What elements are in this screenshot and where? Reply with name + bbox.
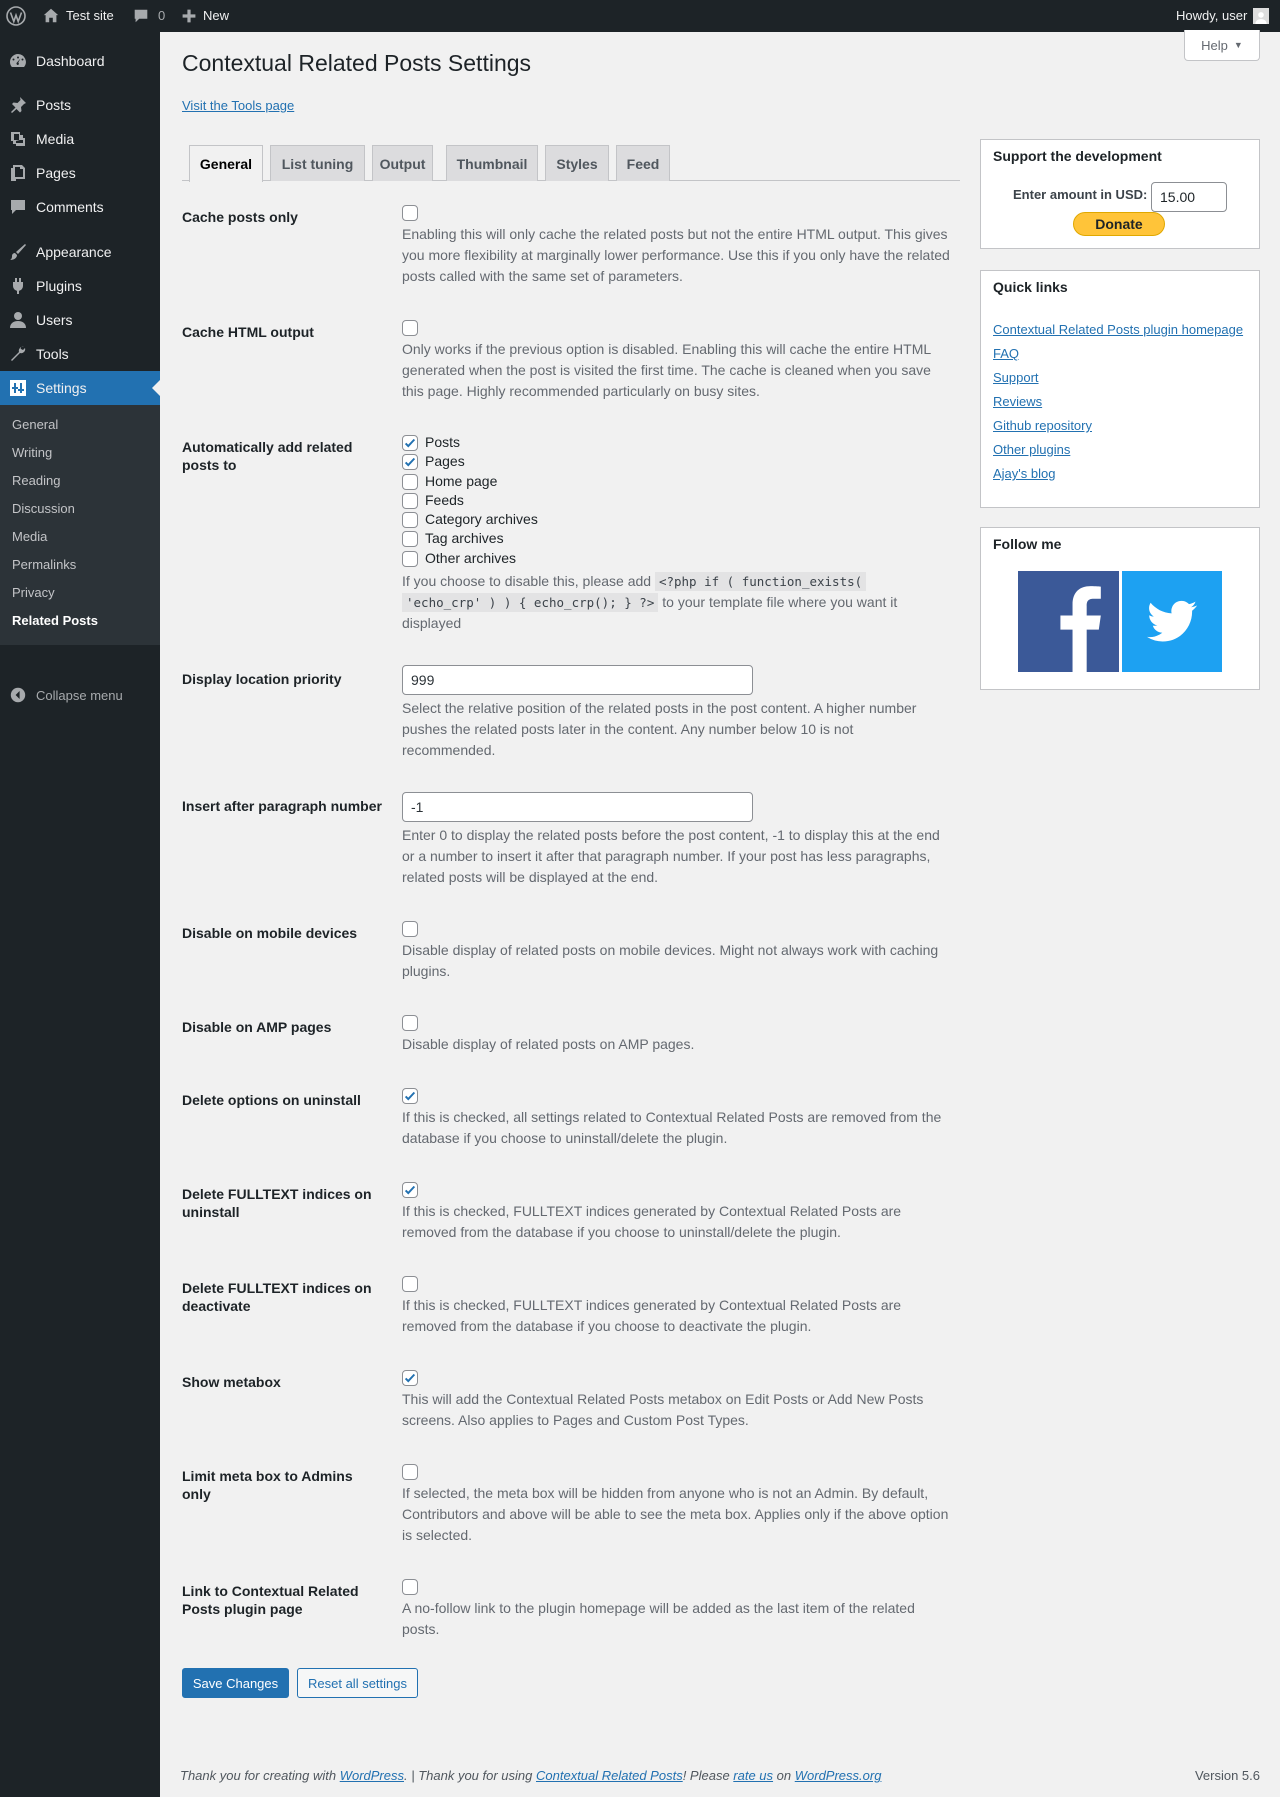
collapse-menu-button[interactable] — [0, 680, 160, 710]
quick-links-box — [980, 270, 1260, 508]
amount-input[interactable]: 15.00 — [1151, 182, 1227, 212]
help-tab-button[interactable] — [1184, 30, 1260, 61]
tab-list-tuning[interactable]: List tuning — [270, 145, 365, 181]
auto-add-posts-label: Posts — [425, 434, 461, 450]
auto-add-pages-label: Pages — [425, 453, 465, 469]
wordpress-logo-icon[interactable] — [6, 0, 26, 32]
quick-links-title: Quick links — [993, 279, 1068, 295]
checkmark-icon — [403, 436, 417, 450]
menu-item-plugins[interactable] — [0, 269, 160, 303]
submenu-item-general[interactable]: General — [12, 417, 59, 432]
code-snippet: <?php if ( function_exists( — [655, 572, 866, 591]
auto-add-category-label: Category archives — [425, 511, 538, 527]
fulltext-uninstall-description: If this is checked, FULLTEXT indices generated by Contextual Related Posts are removed from the database if you choose to uninstall/delete the plugin. — [402, 1203, 902, 1240]
show-credit-checkbox[interactable] — [402, 1579, 418, 1595]
fulltext-uninstall-label: Delete FULLTEXT indices on uninstall — [182, 1186, 372, 1220]
menu-label: Media — [36, 131, 75, 147]
fulltext-deactivate-checkbox[interactable] — [402, 1276, 418, 1292]
checkmark-icon — [403, 1089, 417, 1103]
menu-label: Settings — [36, 380, 87, 396]
follow-me-box — [980, 527, 1260, 690]
priority-label: Display location priority — [182, 671, 342, 687]
amp-label: Disable on AMP pages — [182, 1019, 332, 1035]
comment-icon — [132, 7, 150, 25]
plus-icon — [181, 8, 197, 24]
admin-bar — [0, 0, 1280, 32]
auto-add-label: Automatically add related posts to — [182, 439, 353, 473]
collapse-arrow-icon — [0, 687, 36, 703]
fulltext-deactivate-description: If this is checked, FULLTEXT indices generated by Contextual Related Posts are removed from the database if you choose to deactivate the plugin. — [402, 1297, 902, 1334]
plugin-icon — [0, 276, 36, 296]
footer-version: Version 5.6 — [1194, 1768, 1260, 1783]
auto-add-tag-label: Tag archives — [425, 530, 504, 546]
tab-styles[interactable]: Styles — [545, 145, 609, 181]
submenu-item-media[interactable]: Media — [12, 529, 48, 544]
auto-add-description — [402, 571, 950, 634]
save-changes-button[interactable]: Save Changes — [182, 1668, 289, 1698]
footer-text: on — [773, 1768, 795, 1783]
menu-item-pages[interactable] — [0, 156, 160, 190]
submenu-item-privacy[interactable]: Privacy — [12, 585, 55, 600]
users-icon — [0, 310, 36, 330]
amp-checkbox[interactable] — [402, 1015, 418, 1031]
collapse-menu-label: Collapse menu — [36, 687, 123, 703]
footer-wordpress-org-link[interactable]: WordPress.org — [794, 1768, 882, 1783]
menu-item-appearance[interactable] — [0, 235, 160, 269]
cache-html-label: Cache HTML output — [182, 324, 314, 340]
metabox-description: This will add the Contextual Related Posts metabox on Edit Posts or Add New Posts screens. Also applies to Pages and Custom Post Types. — [402, 1391, 924, 1428]
tools-page-link[interactable]: Visit the Tools page — [182, 98, 295, 113]
quick-link-github[interactable]: Github repository — [993, 418, 1092, 433]
donate-button[interactable]: Donate — [1073, 212, 1165, 236]
auto-add-other-label: Other archives — [425, 550, 517, 566]
tab-feed[interactable]: Feed — [616, 145, 670, 181]
cache-posts-checkbox[interactable] — [402, 205, 418, 221]
tab-output[interactable]: Output — [372, 145, 433, 181]
follow-me-title: Follow me — [993, 536, 1062, 552]
menu-label: Posts — [36, 97, 72, 113]
uninstall-description: If this is checked, all settings related to Contextual Related Posts are removed from the database if you choose to uninstall/delete the plugin. — [402, 1109, 942, 1146]
help-label: Help — [1201, 37, 1228, 53]
insert-after-description: Enter 0 to display the related posts before the post content, -1 to display this at the end or a number to insert it after that paragraph number. If your post has less paragraphs, related posts will be displayed at the end. — [402, 827, 940, 885]
menu-item-users[interactable] — [0, 303, 160, 337]
fulltext-deactivate-label: Delete FULLTEXT indices on deactivate — [182, 1280, 372, 1314]
uninstall-checkbox[interactable] — [402, 1088, 418, 1104]
insert-after-input[interactable]: -1 — [402, 792, 753, 822]
submenu-item-reading[interactable]: Reading — [12, 473, 61, 488]
checkmark-icon — [403, 1183, 417, 1197]
code-snippet: 'echo_crp' ) ) { echo_crp(); } ?> — [402, 593, 658, 612]
uninstall-label: Delete options on uninstall — [182, 1092, 361, 1108]
menu-item-media[interactable] — [0, 122, 160, 156]
quick-link-blog[interactable]: Ajay's blog — [993, 466, 1056, 481]
pages-icon — [0, 163, 36, 183]
submenu-item-related-posts[interactable]: Related Posts — [12, 613, 98, 628]
fulltext-uninstall-checkbox[interactable] — [402, 1182, 418, 1198]
cache-posts-label: Cache posts only — [182, 209, 298, 225]
home-icon — [42, 7, 60, 25]
auto-add-tag-checkbox[interactable] — [402, 531, 418, 547]
mobile-label: Disable on mobile devices — [182, 925, 358, 941]
auto-add-desc-text: If you choose to disable this, please add — [402, 573, 652, 589]
auto-add-home-checkbox[interactable] — [402, 474, 418, 490]
settings-tabs — [182, 145, 960, 181]
footer-crp-link[interactable]: Contextual Related Posts — [536, 1768, 683, 1783]
menu-item-comments[interactable] — [0, 190, 160, 224]
comments-icon — [0, 197, 36, 217]
menu-item-settings[interactable] — [0, 371, 160, 405]
metabox-admins-description: If selected, the meta box will be hidden from anyone who is not an Admin. By default, Contributors and above will be able to see the meta box. Applies only if the above option is selected. — [402, 1485, 949, 1543]
menu-label: Tools — [36, 346, 69, 362]
submenu-item-permalinks[interactable]: Permalinks — [12, 557, 77, 572]
tab-general[interactable]: General — [189, 145, 263, 182]
metabox-label: Show metabox — [182, 1374, 281, 1390]
auto-add-desc-text: displayed — [402, 615, 462, 631]
submenu-item-discussion[interactable]: Discussion — [12, 501, 75, 516]
support-box — [980, 139, 1260, 249]
menu-item-dashboard[interactable] — [0, 44, 160, 78]
footer-text: Thank you for creating with — [180, 1768, 340, 1783]
mobile-description: Disable display of related posts on mobile devices. Might not always work with caching plugins. — [402, 942, 939, 979]
cache-html-checkbox[interactable] — [402, 320, 418, 336]
howdy-text: Howdy, user — [1176, 8, 1248, 23]
support-title: Support the development — [993, 148, 1162, 164]
new-label: New — [203, 8, 230, 23]
media-icon — [0, 129, 36, 149]
menu-item-tools[interactable] — [0, 337, 160, 371]
menu-label: Dashboard — [36, 53, 105, 69]
admin-menu — [0, 32, 160, 1797]
show-credit-description: A no-follow link to the plugin homepage will be added as the last item of the related posts. — [402, 1600, 915, 1637]
comments-link[interactable] — [132, 0, 165, 32]
tab-thumbnail[interactable]: Thumbnail — [446, 145, 538, 181]
new-content-link[interactable] — [181, 0, 229, 32]
page-title: Contextual Related Posts Settings — [182, 50, 532, 76]
priority-input[interactable]: 999 — [402, 665, 753, 695]
metabox-checkbox[interactable] — [402, 1370, 418, 1386]
caret-down-icon: ▼ — [1233, 40, 1243, 50]
footer-rate-link[interactable]: rate us — [733, 1768, 774, 1783]
auto-add-posts-checkbox[interactable] — [402, 435, 418, 451]
wrench-icon — [0, 344, 36, 364]
quick-link-support[interactable]: Support — [993, 370, 1039, 385]
amount-label: Enter amount in USD: — [1013, 187, 1148, 202]
quick-link-other-plugins[interactable]: Other plugins — [993, 442, 1071, 457]
quick-link-faq[interactable]: FAQ — [993, 346, 1020, 361]
footer-text: . | Thank you for using — [404, 1768, 536, 1783]
menu-label: Pages — [36, 165, 76, 181]
footer-text: ! Please — [682, 1768, 734, 1783]
menu-label: Appearance — [36, 244, 112, 260]
facebook-icon[interactable] — [1018, 571, 1119, 672]
mobile-checkbox[interactable] — [402, 921, 418, 937]
menu-label: Plugins — [36, 278, 82, 294]
avatar — [1253, 8, 1269, 24]
auto-add-feeds-checkbox[interactable] — [402, 493, 418, 509]
show-credit-label: Link to Contextual Related Posts plugin page — [182, 1583, 359, 1617]
amp-description: Disable display of related posts on AMP pages. — [402, 1036, 695, 1052]
auto-add-feeds-label: Feeds — [425, 492, 464, 508]
comments-count: 0 — [158, 8, 166, 23]
priority-description: Select the relative position of the related posts in the post content. A higher number pushes the related posts later in the content. Any number below 10 is not recommended. — [402, 700, 917, 758]
twitter-icon[interactable] — [1122, 571, 1222, 672]
paintbrush-icon — [0, 242, 36, 262]
auto-add-pages-checkbox[interactable] — [402, 454, 418, 470]
quick-link-homepage[interactable]: Contextual Related Posts plugin homepage — [993, 322, 1244, 337]
auto-add-other-checkbox[interactable] — [402, 551, 418, 567]
my-account-link[interactable] — [1176, 0, 1269, 32]
auto-add-category-checkbox[interactable] — [402, 512, 418, 528]
cache-html-description: Only works if the previous option is disabled. Enabling this will cache the entire HTML generated when the post is visited the first time. The cache is cleaned when you save this page. Highly recommended particularly on busy sites. — [402, 341, 931, 399]
auto-add-home-label: Home page — [425, 473, 498, 489]
footer-wordpress-link[interactable]: WordPress — [339, 1768, 404, 1783]
auto-add-desc-text: to your template file where you want it — [662, 594, 898, 610]
quick-link-reviews[interactable]: Reviews — [993, 394, 1043, 409]
checkmark-icon — [403, 1371, 417, 1385]
menu-item-posts[interactable] — [0, 88, 160, 122]
submenu-item-writing[interactable]: Writing — [12, 445, 53, 460]
pin-icon — [0, 95, 36, 115]
checkmark-icon — [403, 455, 417, 469]
footer-thankyou — [180, 1768, 881, 1783]
cache-posts-description: Enabling this will only cache the related posts but not the entire HTML output. This gives you more flexibility at marginally lower performance. Use this if you only have the related posts called with the same set of parameters. — [402, 226, 950, 284]
site-name: Test site — [66, 8, 114, 23]
insert-after-label: Insert after paragraph number — [182, 798, 382, 814]
site-name-link[interactable] — [42, 0, 114, 32]
metabox-admins-checkbox[interactable] — [402, 1464, 418, 1480]
menu-label: Users — [36, 312, 73, 328]
menu-label: Comments — [36, 199, 104, 215]
metabox-admins-label: Limit meta box to Admins only — [182, 1468, 353, 1502]
settings-sliders-icon — [0, 378, 36, 398]
dashboard-icon — [0, 51, 36, 71]
reset-settings-button[interactable]: Reset all settings — [297, 1668, 418, 1698]
settings-submenu — [0, 405, 160, 645]
